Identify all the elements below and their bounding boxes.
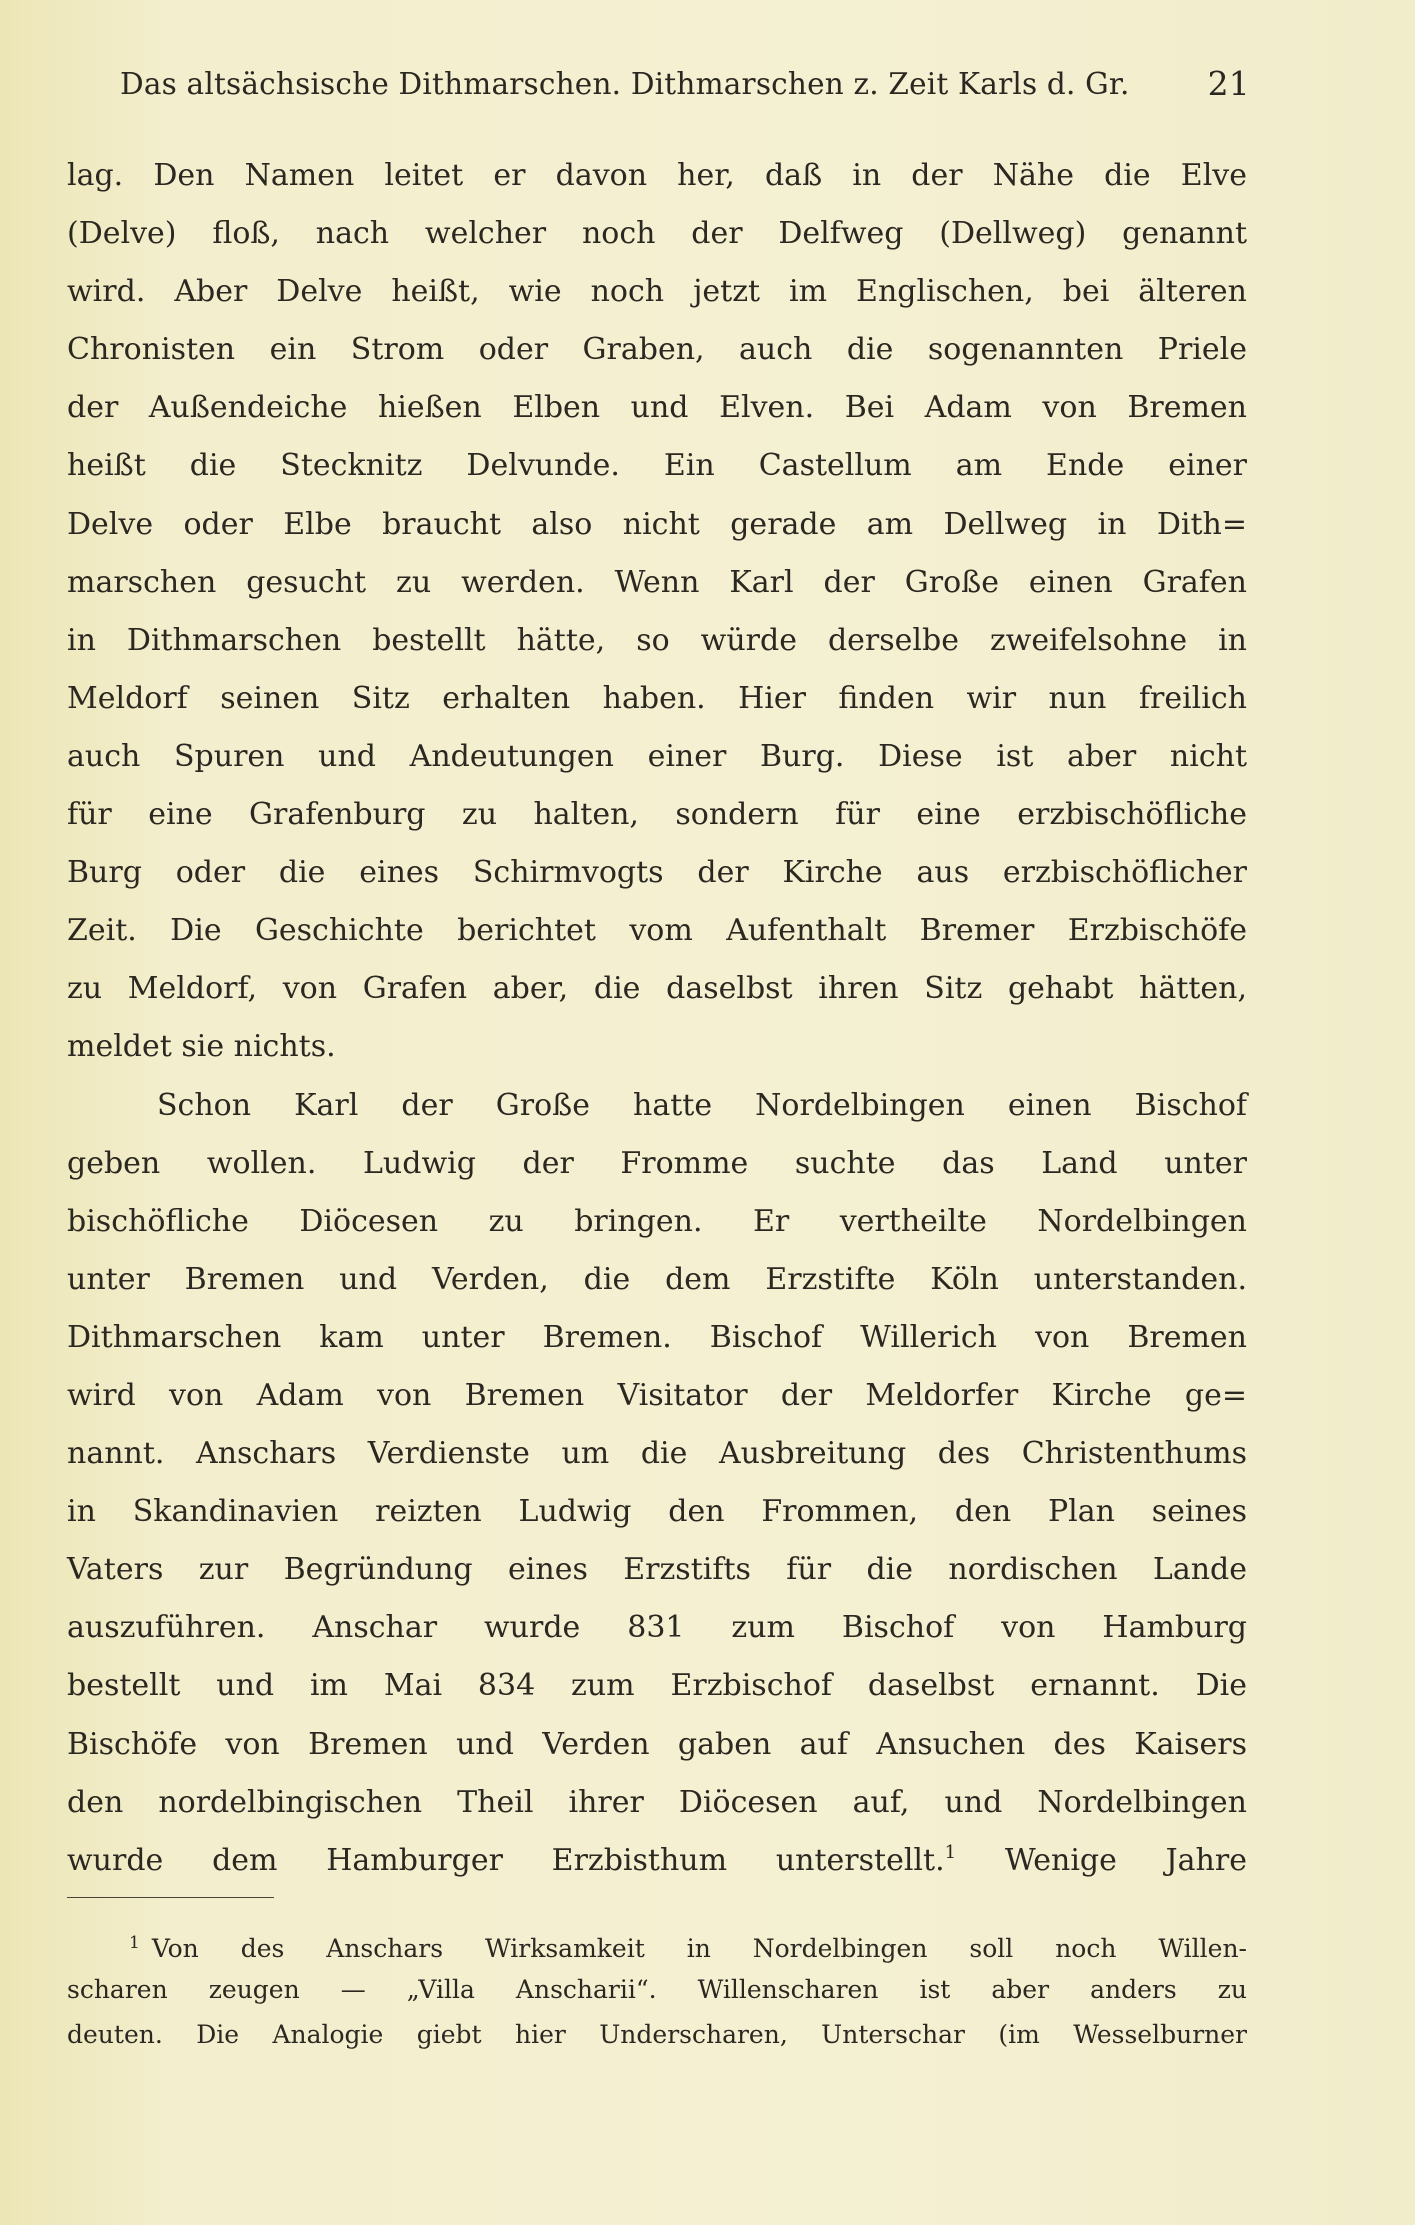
text-line: den nordelbingischen Theil ihrer Diöcesen auf, und Nordelbingen [67,1784,1247,1820]
text-line: auch Spuren und Andeutungen einer Burg. Diese ist aber nicht [67,738,1247,774]
paragraph-start-line: Schon Karl der Große hatte Nordelbingen einen Bischof [157,1087,1247,1123]
text-line: Delve oder Elbe braucht also nicht gerade am Dellweg in Dith= [67,506,1247,542]
text-line-segment: wurde dem Hamburger Erzbisthum unterstellt. [67,1842,945,1878]
main-text [67,147,1247,1890]
text-line: der Außendeiche hießen Elben und Elven. Bei Adam von Bremen [67,390,1247,426]
text-line: auszuführen. Anschar wurde 831 zum Bischof von Hamburg [67,1610,1247,1646]
text-line: bischöfliche Diöcesen zu bringen. Er vertheilte Nordelbingen [67,1203,1247,1239]
footnote-mark: 1 [129,1933,140,1953]
text-line: unter Bremen und Verden, die dem Erzstifte Köln unterstanden. [67,1261,1247,1297]
text-line: Vaters zur Begründung eines Erzstifts für die nordischen Lande [67,1552,1247,1588]
text-line: marschen gesucht zu werden. Wenn Karl der Große einen Grafen [67,564,1247,600]
text-line: Zeit. Die Geschichte berichtet vom Aufenthalt Bremer Erzbischöfe [67,913,1247,949]
text-line: in Dithmarschen bestellt hätte, so würde derselbe zweifelsohne in [67,622,1247,658]
footnote-text: Von des Anschars Wirksamkeit in Nordelbingen soll noch Willen- [151,1934,1247,1963]
text-line: wird von Adam von Bremen Visitator der Meldorfer Kirche ge= [67,1377,1247,1413]
footnote-block [67,1921,1247,2058]
text-line: meldet sie nichts. [67,1029,336,1065]
text-line: (Delve) floß, nach welcher noch der Delfweg (Dellweg) genannt [67,216,1247,252]
text-line: Bischöfe von Bremen und Verden gaben auf Ansuchen des Kaisers [67,1726,1247,1762]
text-line: geben wollen. Ludwig der Fromme suchte das Land unter [67,1145,1247,1181]
text-line: lag. Den Namen leitet er davon her, daß in der Nähe die Elve [67,158,1247,193]
text-line-tail: Wenige Jahre [1004,1842,1247,1878]
footnote-divider [67,1897,274,1898]
footnote-line [67,1921,1247,1967]
text-line: in Skandinavien reizten Ludwig den Frommen, den Plan seines [67,1494,1247,1530]
text-line: nannt. Anschars Verdienste um die Ausbreitung des Christenthums [67,1436,1247,1472]
text-line: bestellt und im Mai 834 zum Erzbischof daselbst ernannt. Die [67,1668,1247,1704]
page-number: 21 [1207,64,1250,103]
text-line: wird. Aber Delve heißt, wie noch jetzt im Englischen, bei älteren [67,274,1247,310]
footnote-line: scharen zeugen — „Villa Anscharii“. Willenscharen ist aber anders zu [67,1974,1247,2004]
text-line: heißt die Stecknitz Delvunde. Ein Castellum am Ende einer [67,448,1247,484]
footnote-line: deuten. Die Analogie giebt hier Underscharen, Unterschar (im Wesselburner [67,2020,1247,2049]
text-line-with-footnote [67,1832,1247,1890]
text-line: für eine Grafenburg zu halten, sondern für eine erzbischöfliche [67,797,1247,833]
running-header [120,62,1250,106]
text-line: Chronisten ein Strom oder Graben, auch die sogenannten Priele [67,332,1247,368]
text-line: Burg oder die eines Schirmvogts der Kirche aus erzbischöflicher [67,855,1247,891]
footnote-reference[interactable]: 1 [944,1841,957,1863]
text-line: Meldorf seinen Sitz erhalten haben. Hier finden wir nun freilich [67,680,1247,716]
text-line: zu Meldorf, von Grafen aber, die daselbst ihren Sitz gehabt hätten, [67,971,1247,1007]
running-header-title: Das altsächsische Dithmarschen. Dithmarschen z. Zeit Karls d. Gr. [120,67,1130,101]
text-line: Dithmarschen kam unter Bremen. Bischof Willerich von Bremen [67,1319,1247,1355]
